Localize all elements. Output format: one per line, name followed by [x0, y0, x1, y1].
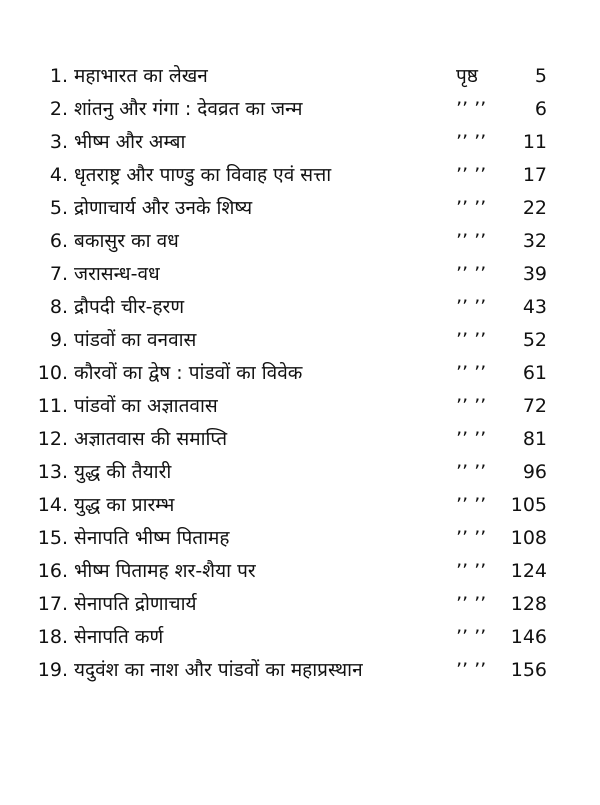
toc-entry [0, 60, 600, 93]
entry-page-number: 6 [534, 98, 547, 120]
toc-entry [0, 555, 600, 588]
entry-number: 2. [49, 98, 68, 120]
entry-page-number: 11 [522, 131, 547, 153]
entry-page-ref: ’’ ’’ [456, 362, 487, 384]
entry-page-ref: ’’ ’’ [456, 329, 487, 351]
toc-entry [0, 258, 600, 291]
entry-number: 7. [49, 263, 68, 285]
entry-title: बकासुर का वध [74, 230, 179, 252]
toc-entry [0, 621, 600, 654]
toc-entry [0, 225, 600, 258]
toc-entry [0, 489, 600, 522]
entry-page-ref: ’’ ’’ [456, 527, 487, 549]
toc-entry [0, 423, 600, 456]
entry-page-number: 96 [522, 461, 547, 483]
entry-page-number: 5 [534, 65, 547, 87]
entry-page-number: 156 [510, 659, 547, 681]
entry-title: महाभारत का लेखन [74, 65, 208, 87]
entry-title: द्रोणाचार्य और उनके शिष्य [74, 197, 253, 219]
toc-entry [0, 522, 600, 555]
entry-number: 14. [37, 494, 68, 516]
entry-number: 3. [49, 131, 68, 153]
entry-number: 5. [49, 197, 68, 219]
table-of-contents [0, 60, 600, 687]
entry-title: अज्ञातवास की समाप्ति [74, 428, 228, 450]
entry-page-number: 17 [522, 164, 547, 186]
entry-number: 9. [49, 329, 68, 351]
toc-entry [0, 192, 600, 225]
toc-entry [0, 588, 600, 621]
entry-title: भीष्म पितामह शर-शैया पर [74, 560, 256, 582]
toc-entry [0, 93, 600, 126]
entry-page-ref: ’’ ’’ [456, 560, 487, 582]
entry-title: जरासन्ध-वध [74, 263, 160, 285]
entry-number: 12. [37, 428, 68, 450]
entry-title: यदुवंश का नाश और पांडवों का महाप्रस्थान [74, 659, 363, 681]
toc-entry [0, 291, 600, 324]
entry-page-number: 81 [522, 428, 547, 450]
entry-page-number: 105 [510, 494, 547, 516]
entry-title: सेनापति भीष्म पितामह [74, 527, 230, 549]
entry-page-ref: ’’ ’’ [456, 230, 487, 252]
entry-page-number: 72 [522, 395, 547, 417]
entry-number: 19. [37, 659, 68, 681]
entry-number: 17. [37, 593, 68, 615]
entry-page-number: 146 [510, 626, 547, 648]
entry-page-ref: ’’ ’’ [456, 131, 487, 153]
entry-number: 18. [37, 626, 68, 648]
toc-entry [0, 390, 600, 423]
entry-number: 1. [49, 65, 68, 87]
entry-page-ref: ’’ ’’ [456, 626, 487, 648]
entry-title: युद्ध की तैयारी [74, 461, 172, 483]
entry-number: 4. [49, 164, 68, 186]
entry-number: 13. [37, 461, 68, 483]
entry-title: सेनापति कर्ण [74, 626, 164, 648]
entry-number: 10. [37, 362, 68, 384]
entry-title: धृतराष्ट्र और पाण्डु का विवाह एवं सत्ता [74, 164, 332, 186]
toc-entry [0, 456, 600, 489]
entry-title: कौरवों का द्वेष : पांडवों का विवेक [74, 362, 303, 384]
toc-entry [0, 654, 600, 687]
entry-page-ref: ’’ ’’ [456, 593, 487, 615]
entry-page-ref: ’’ ’’ [456, 197, 487, 219]
entry-page-ref: ’’ ’’ [456, 296, 487, 318]
entry-page-number: 108 [510, 527, 547, 549]
entry-number: 8. [49, 296, 68, 318]
entry-page-number: 61 [522, 362, 547, 384]
entry-page-ref: ’’ ’’ [456, 428, 487, 450]
entry-page-ref: ’’ ’’ [456, 461, 487, 483]
entry-title: पांडवों का वनवास [74, 329, 197, 351]
entry-page-ref: ’’ ’’ [456, 659, 487, 681]
entry-page-number: 22 [522, 197, 547, 219]
entry-page-number: 52 [522, 329, 547, 351]
entry-page-number: 124 [510, 560, 547, 582]
entry-page-ref: ’’ ’’ [456, 164, 487, 186]
entry-title: युद्ध का प्रारम्भ [74, 494, 175, 516]
entry-title: पांडवों का अज्ञातवास [74, 395, 218, 417]
entry-title: सेनापति द्रोणाचार्य [74, 593, 197, 615]
toc-entry [0, 324, 600, 357]
entry-page-number: 43 [522, 296, 547, 318]
entry-page-ref: ’’ ’’ [456, 263, 487, 285]
toc-entry [0, 357, 600, 390]
entry-page-ref: पृष्ठ [456, 65, 478, 87]
entry-number: 16. [37, 560, 68, 582]
entry-title: भीष्म और अम्बा [74, 131, 186, 153]
entry-page-number: 128 [510, 593, 547, 615]
entry-number: 11. [37, 395, 68, 417]
entry-page-number: 39 [522, 263, 547, 285]
entry-number: 6. [49, 230, 68, 252]
entry-number: 15. [37, 527, 68, 549]
toc-entry [0, 159, 600, 192]
entry-page-ref: ’’ ’’ [456, 494, 487, 516]
entry-page-ref: ’’ ’’ [456, 98, 487, 120]
toc-entry [0, 126, 600, 159]
entry-page-number: 32 [522, 230, 547, 252]
entry-page-ref: ’’ ’’ [456, 395, 487, 417]
entry-title: शांतनु और गंगा : देवव्रत का जन्म [74, 98, 303, 120]
entry-title: द्रौपदी चीर-हरण [74, 296, 185, 318]
